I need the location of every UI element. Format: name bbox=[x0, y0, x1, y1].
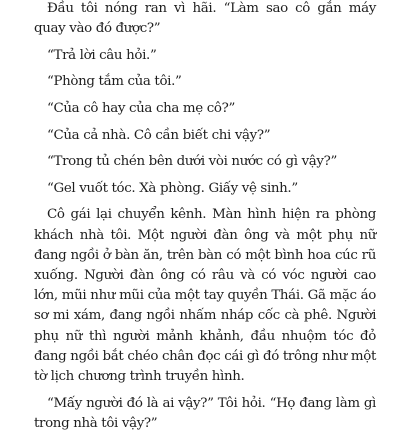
paragraph-living-room: Cô gái lại chuyển kênh. Màn hình hiện ra phòng khách nhà tôi. Một người đàn ông và một phụ nữ đang ngồi ở bàn ăn, trên bàn có một bình hoa cúc rũ xuống. Người đàn ông có râu và có vóc người cao lớn, mũi như mũi của một tay quyền Thái. Gã mặc áo sơ mi xám, đang ngồi nhấm nháp cốc cà phê. Người phụ nữ thì người mảnh khảnh, đầu nhuộm tóc đỏ đang ngồi bắt chéo chân đọc cái gì đó trông như một tờ lịch chương trình truyền hình. bbox=[34, 207, 376, 384]
paragraph-who-are-they: “Mấy người đó là ai vậy?” Tôi hỏi. “Họ đang làm gì trong nhà tôi vậy?” bbox=[34, 395, 376, 431]
dialogue-whole-family: “Của cả nhà. Cô cần biết chi vậy?” bbox=[47, 127, 271, 143]
dialogue-cupboard-question: “Trong tủ chén bên dưới vòi nước có gì vậy?” bbox=[47, 154, 337, 170]
paragraph-opening: Đầu tôi nóng ran vì hãi. “Làm sao cô gắn máy quay vào đó được?” bbox=[34, 1, 376, 37]
book-page bbox=[34, 0, 376, 440]
dialogue-answer-question: “Trả lời câu hỏi.” bbox=[47, 47, 157, 63]
dialogue-my-bathroom: “Phòng tắm của tôi.” bbox=[47, 74, 182, 90]
dialogue-cupboard-contents: “Gel vuốt tóc. Xà phòng. Giấy vệ sinh.” bbox=[47, 180, 298, 196]
dialogue-yours-or-parents: “Của cô hay của cha mẹ cô?” bbox=[47, 100, 235, 116]
